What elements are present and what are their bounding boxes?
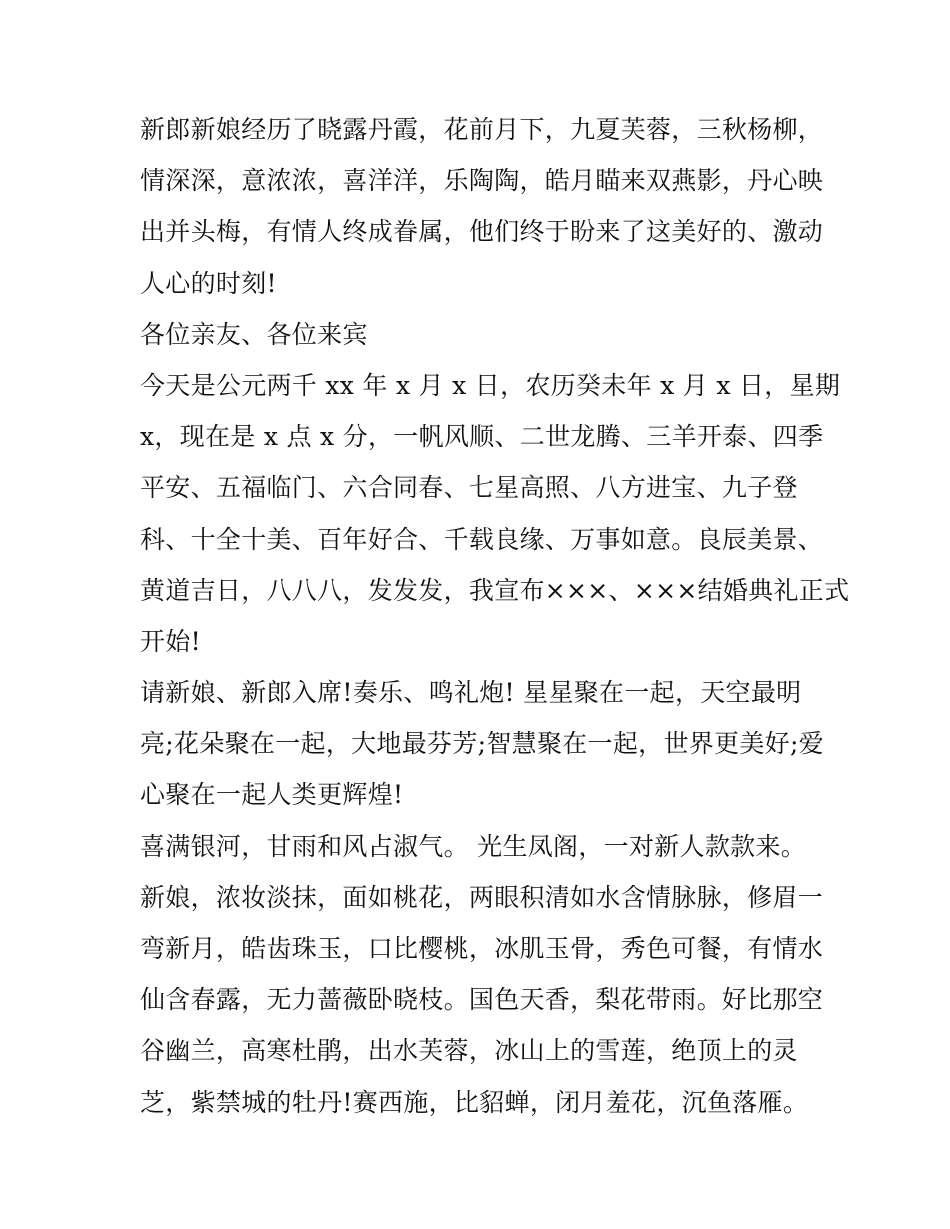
text-line: 科、十全十美、百年好合、千载良缘、万事如意。良辰美景、 [140, 524, 824, 554]
text-line: 芝，紫禁城的牡丹!赛西施，比貂蝉，闭月羞花，沉鱼落雁。 [140, 1087, 809, 1117]
text-line: 仙含春露，无力蔷薇卧晓枝。国色天香，梨花带雨。好比那空 [140, 985, 824, 1015]
document-body [140, 104, 850, 1128]
text-line: 出并头梅，有情人终成眷属，他们终于盼来了这美好的、激动 [140, 217, 824, 247]
text-line: 亮;花朵聚在一起，大地最芬芳;智慧聚在一起，世界更美好;爱 [140, 729, 824, 759]
text-line: 弯新月，皓齿珠玉，口比樱桃，冰肌玉骨，秀色可餐，有情水 [140, 934, 824, 963]
text-line: 黄道吉日，八八八，发发发，我宣布×××、×××结婚典礼正式 [140, 575, 850, 605]
text-line: 心聚在一起人类更辉煌! [140, 780, 404, 810]
text-line: 平安、五福临门、六合同春、七星高照、八方进宝、九子登 [140, 473, 798, 503]
text-line: x，现在是 x 点 x 分，一帆风顺、二世龙腾、三羊开泰、四季 [140, 422, 824, 452]
text-line: 开始! [140, 626, 201, 656]
text-line: 今天是公元两千 xx 年 x 月 x 日，农历癸未年 x 月 x 日，星期 [140, 370, 841, 400]
text-line: 各位亲友、各位来宾 [140, 319, 368, 349]
text-line: 人心的时刻! [140, 268, 277, 298]
text-line: 请新娘、新郎入席!奏乐、鸣礼炮! 星星聚在一起，天空最明 [140, 678, 802, 708]
text-line: 谷幽兰，高寒杜鹃，出水芙蓉，冰山上的雪莲，绝顶上的灵 [140, 1036, 798, 1066]
text-line: 喜满银河，甘雨和风占淑气。 光生凤阁，一对新人款款来。 [140, 831, 807, 861]
text-line: 新娘，浓妆淡抹，面如桃花，两眼积清如水含情脉脉，修眉一 [140, 882, 824, 912]
text-line: 情深深，意浓浓，喜洋洋，乐陶陶，皓月瞄来双燕影，丹心映 [140, 166, 824, 196]
text-line: 新郎新娘经历了晓露丹霞，花前月下，九夏芙蓉，三秋杨柳， [140, 115, 824, 144]
